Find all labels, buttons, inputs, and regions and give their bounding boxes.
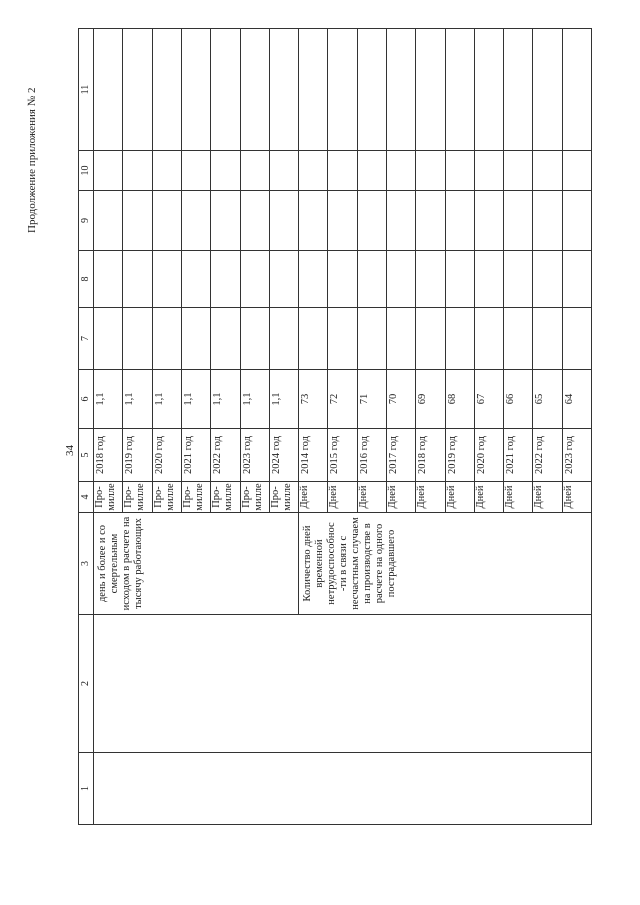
empty-cell <box>94 29 123 151</box>
year-cell: 2017 год <box>386 429 415 482</box>
year-cell: 2018 год <box>416 429 445 482</box>
empty-cell <box>416 191 445 251</box>
empty-cell <box>357 191 386 251</box>
empty-cell <box>152 251 181 308</box>
year-cell: 2023 год <box>240 429 269 482</box>
empty-cell <box>328 308 357 370</box>
empty-cell <box>181 29 210 151</box>
year-cell: 2024 год <box>269 429 298 482</box>
value-cell: 1,1 <box>94 370 123 429</box>
empty-cell <box>269 151 298 191</box>
empty-cell <box>328 29 357 151</box>
empty-cell <box>152 308 181 370</box>
empty-cell <box>445 251 474 308</box>
empty-cell <box>533 251 562 308</box>
empty-cell <box>211 151 240 191</box>
value-cell: 67 <box>474 370 503 429</box>
unit-cell: Дней <box>386 482 415 513</box>
year-cell: 2020 год <box>152 429 181 482</box>
empty-cell <box>357 151 386 191</box>
empty-cell <box>299 151 328 191</box>
year-cell: 2019 год <box>445 429 474 482</box>
indicator-name-cell: Количество дней временной нетрудоспособнос -ти в связи с несчастным случаем на производстве в расчете на одного пострадавшего <box>299 513 592 615</box>
empty-cell <box>94 251 123 308</box>
empty-cell <box>240 308 269 370</box>
empty-cell <box>269 191 298 251</box>
empty-cell <box>123 191 152 251</box>
empty-cell <box>123 251 152 308</box>
empty-cell <box>416 308 445 370</box>
empty-cell <box>299 29 328 151</box>
empty-cell <box>445 151 474 191</box>
empty-cell <box>562 191 591 251</box>
empty-cell <box>181 151 210 191</box>
value-cell: 1,1 <box>123 370 152 429</box>
value-cell: 72 <box>328 370 357 429</box>
table-body <box>79 29 592 825</box>
empty-cell <box>152 191 181 251</box>
empty-cell <box>123 151 152 191</box>
empty-cell <box>123 308 152 370</box>
empty-cell <box>269 251 298 308</box>
year-cell: 2021 год <box>181 429 210 482</box>
value-cell: 69 <box>416 370 445 429</box>
empty-cell <box>474 308 503 370</box>
col1-cell <box>94 753 592 825</box>
unit-cell: Дней <box>562 482 591 513</box>
header-cell: 1 <box>79 753 94 825</box>
value-cell: 1,1 <box>181 370 210 429</box>
empty-cell <box>240 29 269 151</box>
value-cell: 68 <box>445 370 474 429</box>
header-cell: 4 <box>79 482 94 513</box>
empty-cell <box>240 191 269 251</box>
value-cell: 1,1 <box>152 370 181 429</box>
empty-cell <box>152 151 181 191</box>
unit-cell: Про- милле <box>211 482 240 513</box>
empty-cell <box>386 308 415 370</box>
header-cell: 2 <box>79 615 94 753</box>
unit-cell: Дней <box>357 482 386 513</box>
empty-cell <box>474 251 503 308</box>
value-cell: 64 <box>562 370 591 429</box>
year-cell: 2019 год <box>123 429 152 482</box>
header-cell: 3 <box>79 513 94 615</box>
year-cell: 2022 год <box>211 429 240 482</box>
header-row <box>79 29 94 825</box>
header-cell: 5 <box>79 429 94 482</box>
data-table <box>78 28 592 825</box>
empty-cell <box>181 308 210 370</box>
empty-cell <box>416 151 445 191</box>
empty-cell <box>504 191 533 251</box>
year-cell: 2014 год <box>299 429 328 482</box>
empty-cell <box>299 308 328 370</box>
empty-cell <box>445 29 474 151</box>
header-cell: 9 <box>79 191 94 251</box>
empty-cell <box>386 251 415 308</box>
year-cell: 2016 год <box>357 429 386 482</box>
empty-cell <box>386 151 415 191</box>
header-cell: 7 <box>79 308 94 370</box>
unit-cell: Дней <box>504 482 533 513</box>
empty-cell <box>357 251 386 308</box>
empty-cell <box>445 308 474 370</box>
unit-cell: Про- милле <box>269 482 298 513</box>
empty-cell <box>269 29 298 151</box>
header-cell: 11 <box>79 29 94 151</box>
year-cell: 2020 год <box>474 429 503 482</box>
year-cell: 2015 год <box>328 429 357 482</box>
empty-cell <box>211 29 240 151</box>
empty-cell <box>504 308 533 370</box>
empty-cell <box>533 308 562 370</box>
year-cell: 2021 год <box>504 429 533 482</box>
value-cell: 66 <box>504 370 533 429</box>
value-cell: 1,1 <box>240 370 269 429</box>
empty-cell <box>94 191 123 251</box>
empty-cell <box>328 151 357 191</box>
empty-cell <box>357 308 386 370</box>
header-cell: 10 <box>79 151 94 191</box>
year-cell: 2022 год <box>533 429 562 482</box>
empty-cell <box>416 251 445 308</box>
empty-cell <box>533 191 562 251</box>
empty-cell <box>386 191 415 251</box>
unit-cell: Дней <box>299 482 328 513</box>
unit-cell: Дней <box>445 482 474 513</box>
empty-cell <box>445 191 474 251</box>
empty-cell <box>211 191 240 251</box>
empty-cell <box>562 251 591 308</box>
empty-cell <box>504 29 533 151</box>
empty-cell <box>533 151 562 191</box>
unit-cell: Дней <box>328 482 357 513</box>
empty-cell <box>299 191 328 251</box>
empty-cell <box>152 29 181 151</box>
empty-cell <box>240 151 269 191</box>
unit-cell: Дней <box>474 482 503 513</box>
value-cell: 73 <box>299 370 328 429</box>
empty-cell <box>181 251 210 308</box>
unit-cell: Про- милле <box>240 482 269 513</box>
empty-cell <box>94 151 123 191</box>
empty-cell <box>474 151 503 191</box>
empty-cell <box>562 151 591 191</box>
empty-cell <box>357 29 386 151</box>
unit-cell: Про- милле <box>123 482 152 513</box>
empty-cell <box>474 191 503 251</box>
empty-cell <box>211 308 240 370</box>
empty-cell <box>240 251 269 308</box>
indicator-name-cell: день и более и со смертельным исходом в расчете на тысячу работающих <box>94 513 299 615</box>
continuation-label: Продолжение приложения № 2 <box>26 87 38 233</box>
header-cell: 8 <box>79 251 94 308</box>
empty-cell <box>123 29 152 151</box>
value-cell: 1,1 <box>269 370 298 429</box>
empty-cell <box>328 191 357 251</box>
unit-cell: Про- милле <box>152 482 181 513</box>
empty-cell <box>504 151 533 191</box>
unit-cell: Про- милле <box>181 482 210 513</box>
empty-cell <box>299 251 328 308</box>
value-cell: 65 <box>533 370 562 429</box>
value-cell: 1,1 <box>211 370 240 429</box>
empty-cell <box>328 251 357 308</box>
empty-cell <box>504 251 533 308</box>
table-row <box>94 29 123 825</box>
header-cell: 6 <box>79 370 94 429</box>
empty-cell <box>181 191 210 251</box>
value-cell: 70 <box>386 370 415 429</box>
empty-cell <box>474 29 503 151</box>
empty-cell <box>211 251 240 308</box>
unit-cell: Дней <box>533 482 562 513</box>
empty-cell <box>386 29 415 151</box>
empty-cell <box>562 308 591 370</box>
col2-cell <box>94 615 592 753</box>
empty-cell <box>94 308 123 370</box>
year-cell: 2023 год <box>562 429 591 482</box>
unit-cell: Дней <box>416 482 445 513</box>
empty-cell <box>562 29 591 151</box>
empty-cell <box>269 308 298 370</box>
empty-cell <box>416 29 445 151</box>
value-cell: 71 <box>357 370 386 429</box>
year-cell: 2018 год <box>94 429 123 482</box>
empty-cell <box>533 29 562 151</box>
unit-cell: Про- милле <box>94 482 123 513</box>
page-number: 34 <box>64 445 76 456</box>
